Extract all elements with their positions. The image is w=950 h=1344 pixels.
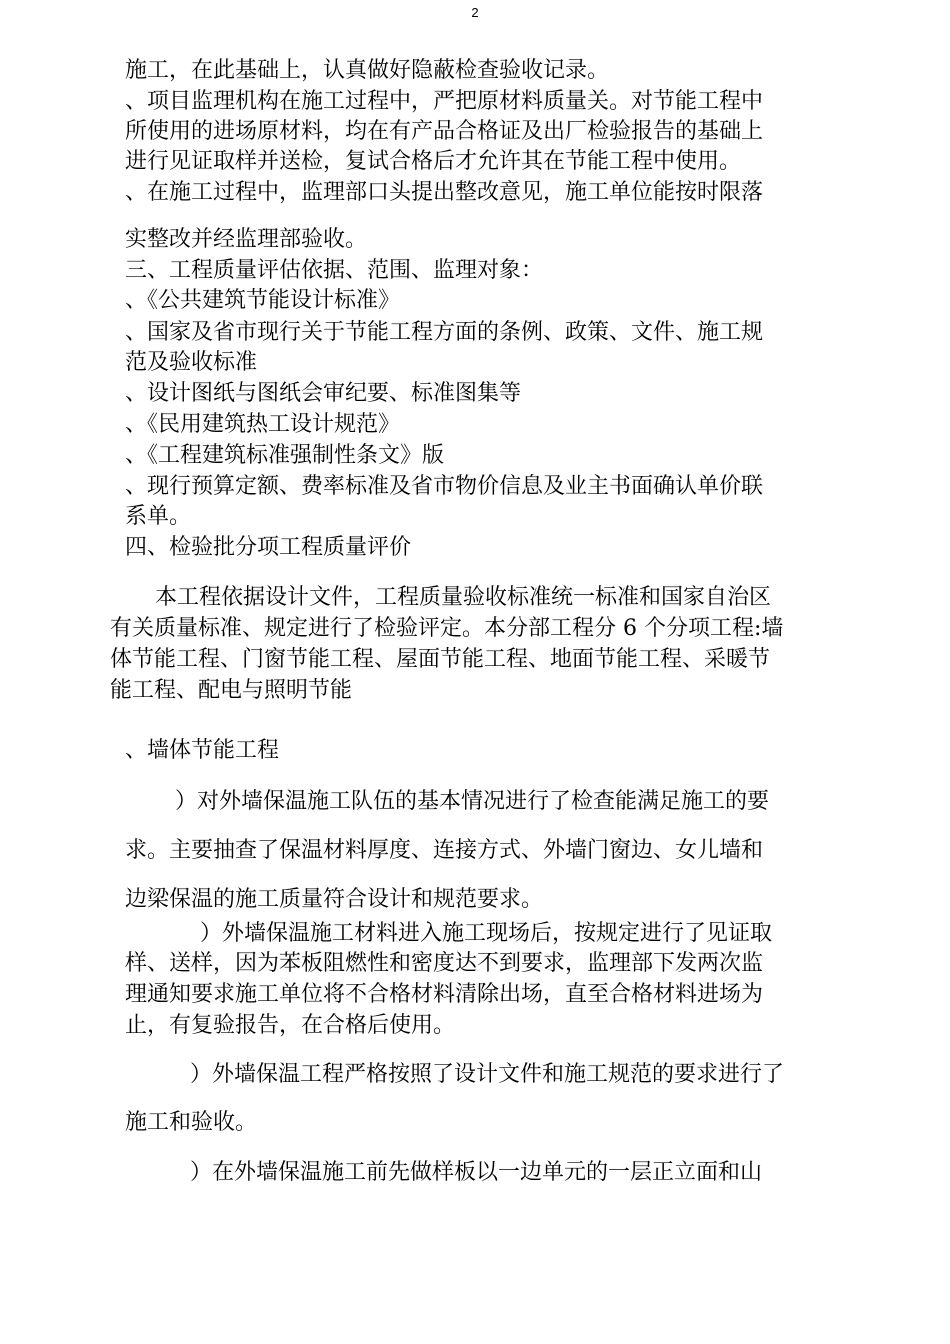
subsection-heading: 、墙体节能工程 [125,738,280,763]
text-line: ）在外墙保温施工前先做样板以一边单元的一层正立面和山 [190,1160,763,1185]
text-line: 、现行预算定额、费率标准及省市物价信息及业主书面确认单价联 [125,474,764,499]
text-line: 、国家及省市现行关于节能工程方面的条例、政策、文件、施工规 [125,320,764,345]
text-line: ）对外墙保温施工队伍的基本情况进行了检查能满足施工的要 [175,789,770,814]
text-line: ）外墙保温施工材料进入施工现场后，按规定进行了见证取 [200,921,773,946]
text-line: 样、送样，因为苯板阻燃性和密度达不到要求，监理部下发两次监 [125,951,764,976]
text-line: 本工程依据设计文件，工程质量验收标准统一标准和国家自治区 [155,585,772,610]
text-line: 范及验收标准 [125,350,258,375]
text-line: 求。主要抽查了保温材料厚度、连接方式、外墙门窗边、女儿墙和 [125,838,764,863]
text-line: 进行见证取样并送检，复试合格后才允许其在节能工程中使用。 [125,149,742,174]
text-line: 、设计图纸与图纸会审纪要、标准图集等 [125,381,522,406]
text-line: 所使用的进场原材料，均在有产品合格证及出厂检验报告的基础上 [125,119,764,144]
text-line: 理通知要求施工单位将不合格材料清除出场，直至合格材料进场为 [125,982,764,1007]
text-line: 施工，在此基础上，认真做好隐蔽检查验收记录。 [125,58,610,83]
text-line: 、《民用建筑热工设计规范》 [125,412,401,437]
section-heading: 四、检验批分项工程质量评价 [125,535,412,560]
text-line: 有关质量标准、规定进行了检验评定。本分部工程分 6 个分项工程:墙 [110,616,784,641]
text-line: 能工程、配电与照明节能 [110,678,353,703]
text-line: 、《公共建筑节能设计标准》 [125,288,401,313]
section-heading: 三、工程质量评估依据、范围、监理对象： [125,258,544,283]
text-line: ）外墙保温工程严格按照了设计文件和施工规范的要求进行了 [190,1062,785,1087]
text-line: 止，有复验报告，在合格后使用。 [125,1013,456,1038]
text-line: 系单。 [125,504,192,529]
text-line: 、在施工过程中，监理部口头提出整改意见，施工单位能按时限落 [125,180,764,205]
text-line: 、项目监理机构在施工过程中，严把原材料质量关。对节能工程中 [125,89,764,114]
page-number: 2 [471,5,479,20]
text-line: 施工和验收。 [125,1110,258,1135]
text-line: 、《工程建筑标准强制性条文》版 [125,443,445,468]
text-line: 体节能工程、门窗节能工程、屋面节能工程、地面节能工程、采暖节 [110,647,771,672]
text-line: 边梁保温的施工质量符合设计和规范要求。 [125,887,544,912]
text-line: 实整改并经监理部验收。 [125,227,368,252]
